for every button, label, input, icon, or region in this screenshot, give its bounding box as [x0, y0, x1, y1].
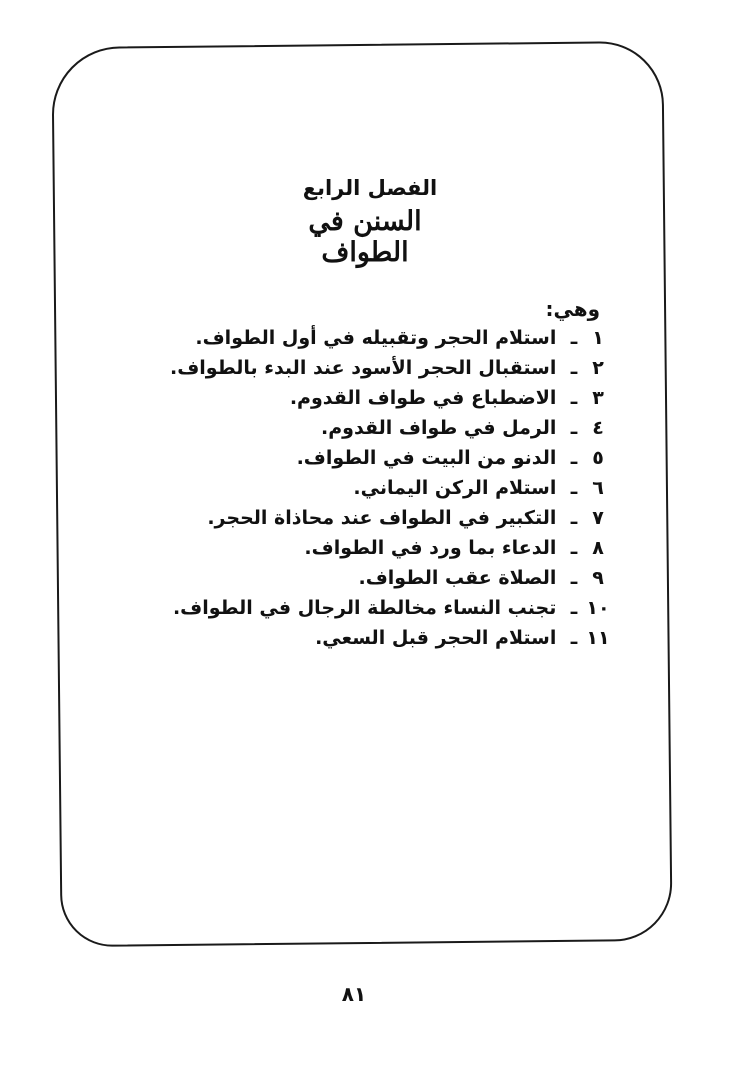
- item-text: استقبال الحجر الأسود عند البدء بالطواف.: [170, 357, 557, 379]
- list-item: [191, 623, 611, 653]
- list-item: [191, 503, 611, 533]
- list-intro: وهي:: [545, 297, 600, 321]
- item-number: ٧: [592, 507, 604, 529]
- item-number: ٩: [592, 567, 604, 589]
- item-text: الرمل في طواف القدوم.: [321, 417, 557, 439]
- item-text: التكبير في الطواف عند محاذاة الحجر.: [207, 507, 557, 529]
- item-dash: ـ: [570, 357, 578, 379]
- item-text: استلام الحجر قبل السعي.: [315, 627, 557, 649]
- item-text: استلام الركن اليماني.: [353, 477, 557, 499]
- item-dash: ـ: [570, 627, 578, 649]
- sunnah-list: [170, 323, 611, 653]
- item-dash: ـ: [570, 327, 578, 349]
- item-number: ١: [592, 327, 604, 349]
- item-number: ٤: [592, 417, 604, 439]
- item-dash: ـ: [570, 387, 578, 409]
- item-number: ٥: [592, 447, 604, 469]
- item-number: ٨: [592, 537, 604, 559]
- list-item: [191, 533, 611, 563]
- list-item: [191, 413, 611, 443]
- item-dash: ـ: [570, 567, 578, 589]
- item-text: الاضطباع في طواف القدوم.: [289, 387, 557, 409]
- list-item: [191, 383, 611, 413]
- chapter-title: السنن في الطواف: [308, 206, 422, 268]
- item-number: ٣: [592, 387, 604, 409]
- item-dash: ـ: [570, 507, 578, 529]
- list-item: [191, 443, 611, 473]
- item-text: الصلاة عقب الطواف.: [358, 567, 557, 589]
- item-number: ١٠: [586, 597, 610, 619]
- list-item: [170, 353, 611, 383]
- item-dash: ـ: [570, 447, 578, 469]
- item-dash: ـ: [570, 417, 578, 439]
- item-text: استلام الحجر وتقبيله في أول الطواف.: [195, 327, 557, 349]
- item-text: الدنو من البيت في الطواف.: [296, 447, 557, 469]
- item-number: ٢: [592, 357, 604, 379]
- item-dash: ـ: [570, 477, 578, 499]
- item-number: ١١: [586, 627, 610, 649]
- chapter-heading: الفصل الرابع: [302, 176, 438, 200]
- item-dash: ـ: [570, 597, 578, 619]
- list-item: [191, 323, 611, 353]
- list-item: [191, 473, 611, 503]
- item-text: الدعاء بما ورد في الطواف.: [304, 537, 557, 559]
- page-number: ٨١: [341, 982, 367, 1006]
- item-number: ٦: [592, 477, 604, 499]
- list-item: [172, 593, 611, 623]
- item-dash: ـ: [570, 537, 578, 559]
- item-text: تجنب النساء مخالطة الرجال في الطواف.: [172, 597, 557, 619]
- list-item: [191, 563, 611, 593]
